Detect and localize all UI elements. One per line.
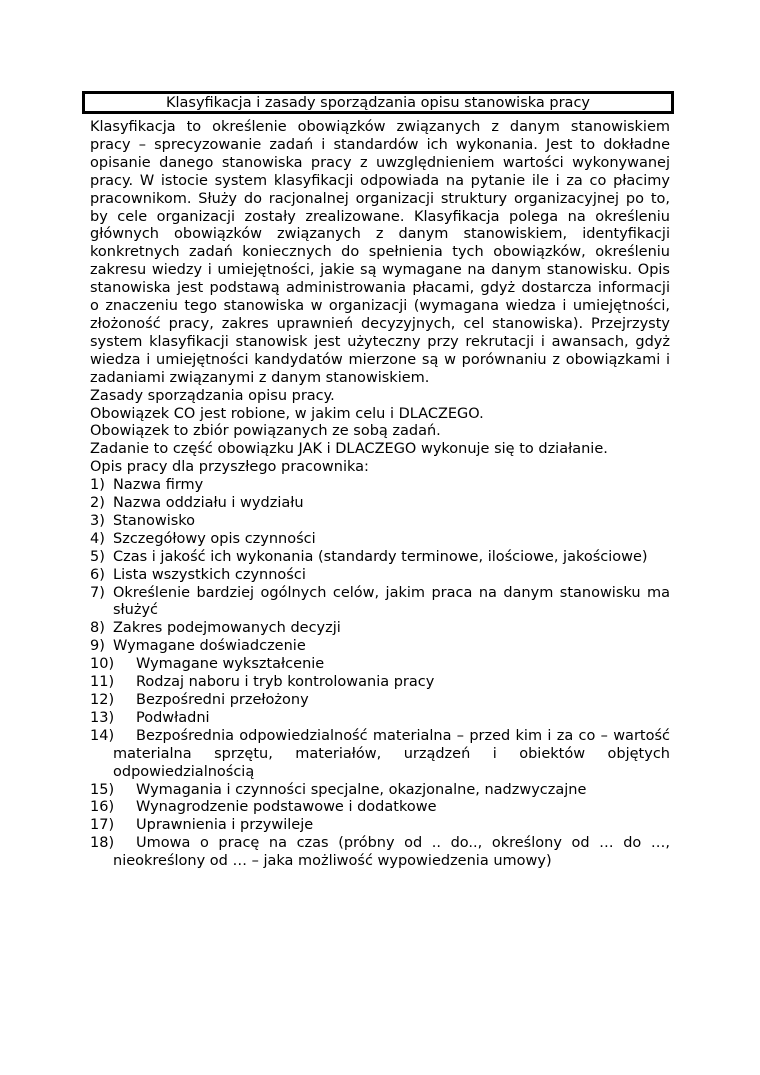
text-line-rules-heading: Zasady sporządzania opisu pracy. <box>90 387 335 404</box>
list-item-number: 16) <box>90 799 115 816</box>
list-item-number: 8) <box>90 620 105 637</box>
list-item <box>90 620 670 638</box>
list-item-number: 1) <box>90 477 105 494</box>
list-item-text: Określenie bardziej ogólnych celów, jakim praca na danym stanowisku ma służyć <box>113 584 670 619</box>
list-item <box>90 817 670 835</box>
list-item <box>90 567 670 585</box>
list-item-number: 14) <box>90 727 115 744</box>
list-item-number: 10) <box>90 656 115 673</box>
list-item-number: 5) <box>90 548 105 565</box>
text-line-task-definition: Zadanie to część obowiązku JAK i DLACZEGO wykonuje się to działanie. <box>90 441 608 458</box>
list-item-text: Bezpośrednia odpowiedzialność materialna – przed kim i za co – wartość materialna sprzętu, materiałów, urządzeń i obiektów objętych odpowiedzialnością <box>113 727 670 780</box>
list-item <box>90 835 670 871</box>
list-item-text: Rodzaj naboru i tryb kontrolowania pracy <box>136 674 435 691</box>
list-item-text: Nazwa firmy <box>113 477 204 494</box>
list-item-number: 13) <box>90 709 115 726</box>
list-item <box>90 656 670 674</box>
job-description-list <box>90 477 670 871</box>
list-item <box>90 477 670 495</box>
list-item <box>90 495 670 513</box>
list-item-number: 17) <box>90 817 115 834</box>
text-line-list-intro: Opis pracy dla przyszłego pracownika: <box>90 459 369 476</box>
list-item-number: 9) <box>90 638 105 655</box>
list-item-text: Wymagania i czynności specjalne, okazjonalne, nadzwyczajne <box>136 781 587 798</box>
list-item-number: 4) <box>90 530 105 547</box>
list-item <box>90 638 670 656</box>
list-item-text: Czas i jakość ich wykonania (standardy terminowe, ilościowe, jakościowe) <box>113 548 648 565</box>
list-item-text: Uprawnienia i przywileje <box>136 817 314 834</box>
list-item <box>90 585 670 621</box>
list-item-text: Wymagane wykształcenie <box>136 656 325 673</box>
list-item-number: 11) <box>90 674 115 691</box>
text-line-duty-definition: Obowiązek CO jest robione, w jakim celu i DLACZEGO. <box>90 405 484 422</box>
list-item-text: Wynagrodzenie podstawowe i dodatkowe <box>136 799 437 816</box>
list-item-text: Zakres podejmowanych decyzji <box>113 620 341 637</box>
list-item-text: Nazwa oddziału i wydziału <box>113 495 304 512</box>
list-item-text: Podwładni <box>136 709 210 726</box>
list-item-text: Lista wszystkich czynności <box>113 566 306 583</box>
list-item-number: 15) <box>90 781 115 798</box>
list-item-number: 7) <box>90 584 105 601</box>
list-item <box>90 549 670 567</box>
list-item-number: 3) <box>90 512 105 529</box>
list-item-text: Wymagane doświadczenie <box>113 638 306 655</box>
list-item-number: 6) <box>90 566 105 583</box>
list-item-text: Bezpośredni przełożony <box>136 692 309 708</box>
list-item <box>90 692 670 710</box>
list-item <box>90 728 670 782</box>
list-item-number: 12) <box>90 692 115 708</box>
list-item-number: 2) <box>90 495 105 512</box>
list-item <box>90 513 670 531</box>
text-line-duty-set: Obowiązek to zbiór powiązanych ze sobą zadań. <box>90 423 441 440</box>
list-item <box>90 531 670 549</box>
document-title: Klasyfikacja i zasady sporządzania opisu stanowiska pracy <box>82 91 674 114</box>
list-item-text: Umowa o pracę na czas (próbny od .. do.., określony od … do …, nieokreślony od … – jaka możliwość wypowiedzenia umowy) <box>113 835 670 870</box>
list-item <box>90 674 670 692</box>
list-item <box>90 710 670 728</box>
intro-paragraph: Klasyfikacja to określenie obowiązków związanych z danym stanowiskiem pracy – sprecyzowanie zadań i standardów ich wykonania. Jest to dokładne opisanie danego stanowiska pracy z uwzględnieniem wartości wykonywanej pracy. W istocie system klasyfikacji odpowiada na pytanie ile i za co płacimy pracownikom. Służy do racjonalnej organizacji struktury organizacyjnej po to, by cele organizacji zostały zrealizowane. Klasyfikacja polega na określeniu głównych obowiązków związanych z danym stanowiskiem, identyfikacji konkretnych zadań koniecznych do spełnienia tych obowiązków, określeniu zakresu wiedzy i umiejętności, jakie są wymagane na danym stanowisku. Opis stanowiska jest podstawą administrowania płacami, gdyż dostarcza informacji o znaczeniu tego stanowiska w organizacji (wymagana wiedza i umiejętności, złożoność pracy, zakres uprawnień decyzyjnych, cel stanowiska). Przejrzysty system klasyfikacji stanowisk jest użyteczny przy rekrutacji i awansach, gdyż wiedza i umiejętności kandydatów mierzone są w porównaniu z obowiązkami i zadaniami związanymi z danym stanowiskiem. <box>90 119 670 386</box>
list-item-text: Stanowisko <box>113 512 196 529</box>
list-item-text: Szczegółowy opis czynności <box>113 530 316 547</box>
document-body <box>90 119 670 871</box>
list-item <box>90 782 670 800</box>
list-item <box>90 799 670 817</box>
list-item-number: 18) <box>90 835 115 852</box>
